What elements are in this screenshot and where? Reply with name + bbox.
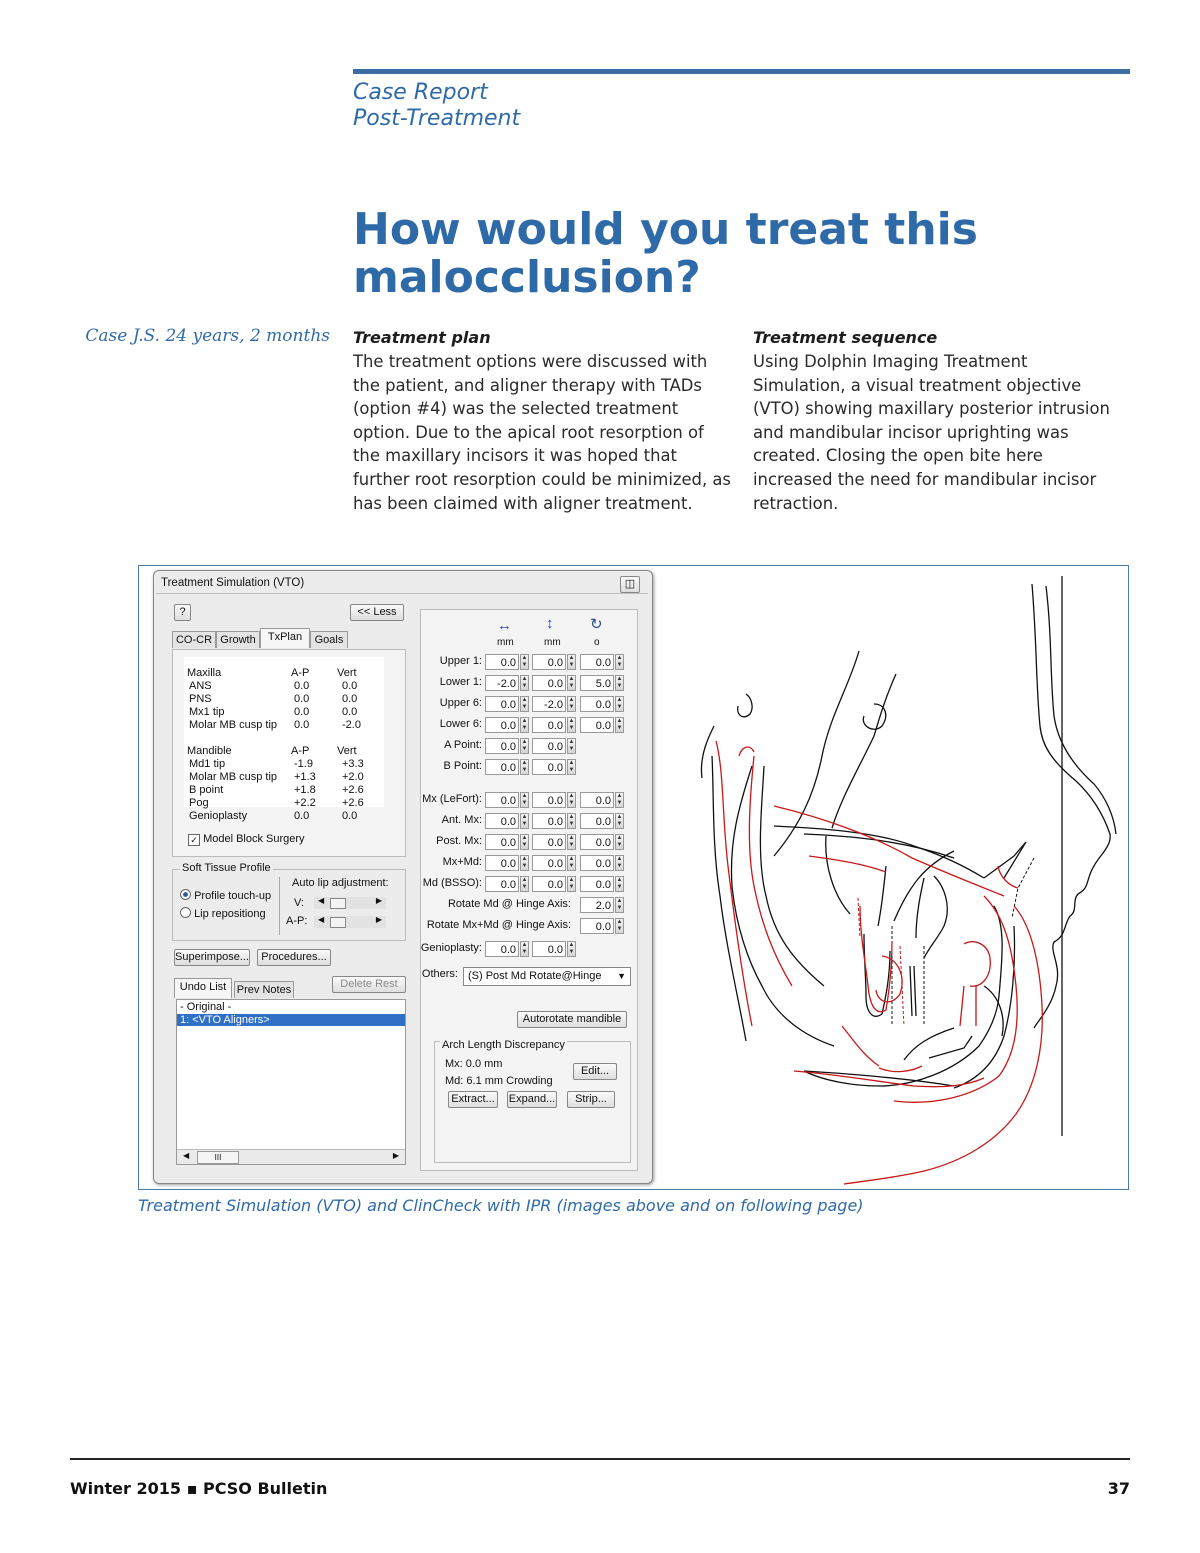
model-block-label: Model Block Surgery [203,833,305,845]
stepper-arrows[interactable]: ▲ ▼ [568,877,575,890]
stepper-arrows[interactable]: ▲ ▼ [521,739,528,752]
value-field[interactable]: -2.0 [532,696,566,712]
unit-rotation: o [594,637,600,648]
window-icon: ◫ [624,578,636,590]
v-slider[interactable] [314,897,386,909]
value-field[interactable]: 0.0 [532,675,566,691]
stepper-arrows[interactable]: ▲ ▼ [616,655,623,668]
mandible-vert-header: Vert [337,745,357,757]
stepper-arrows[interactable]: ▲ ▼ [616,877,623,890]
genioplasty-vert-field[interactable]: 0.0 [532,941,566,957]
others-value: (S) Post Md Rotate@Hinge [468,970,602,982]
table-row-ap: +1.8 [294,784,316,796]
edit-button[interactable]: Edit... [573,1063,617,1080]
grid-row-label: Upper 6: [439,697,482,709]
arch-md-value: Md: 6.1 mm Crowding [445,1075,553,1087]
grid-row-label: Post. Mx: [436,835,482,847]
stepper-arrows[interactable]: ▲ ▼ [568,760,575,773]
value-field[interactable]: 0.0 [580,696,614,712]
table-row-label: Molar MB cusp tip [189,719,278,731]
table-row-label: B point [189,784,224,796]
stepper-arrows[interactable]: ▲ ▼ [521,856,528,869]
v-slider-thumb[interactable] [330,898,346,909]
table-row-label: Pog [189,797,209,809]
tab-undo-list[interactable]: Undo List [174,978,232,998]
grid-row-label: Upper 1: [439,655,482,667]
grid-row-label: Lower 6: [439,718,482,730]
cephalometric-tracing [654,566,1129,1190]
undo-list [176,999,406,1165]
vertical-arrow-icon: ↕ [546,615,554,632]
undo-item-vto-aligners[interactable]: 1: <VTO Aligners> [177,1014,405,1026]
grid-row-label: Mx (LeFort): [422,793,482,805]
table-row-vert: +2.6 [342,797,364,809]
arch-mx-value: Mx: 0.0 mm [445,1058,503,1070]
value-field[interactable]: 0.0 [485,813,519,829]
grid-row-label: Lower 1: [439,676,482,688]
genioplasty-label: Genioplasty: [420,942,482,954]
v-label: V: [294,897,304,909]
value-field[interactable]: 0.0 [580,813,614,829]
value-field[interactable]: 0.0 [485,792,519,808]
lip-reposition-radio[interactable] [180,907,266,920]
tab-prev-notes[interactable]: Prev Notes [234,981,294,998]
maxilla-vert-header: Vert [337,667,357,679]
stepper-arrows[interactable]: ▲ ▼ [521,697,528,710]
stepper-arrows[interactable]: ▲ ▼ [521,655,528,668]
table-row-label: PNS [189,693,212,705]
treatment-plan-column [353,326,731,515]
lip-reposition-label: Lip repositiong [194,908,266,920]
section-line-1: Case Report [353,80,488,105]
stepper-arrows[interactable]: ▲ ▼ [616,835,623,848]
radio-empty-icon [180,907,191,918]
treatment-sequence-body: Using Dolphin Imaging Treatment Simulation, a visual treatment objective (VTO) showing maxillary posterior intrusion and mandibular incisor uprighting was created. Closing the open bite here increased the need for mandibular incisor retraction. [753,352,1110,513]
value-field[interactable]: 0.0 [485,876,519,892]
rotate-mxmd-stepper[interactable]: ▲ ▼ [616,919,623,932]
table-row-ap: 0.0 [294,706,310,718]
stepper-arrows[interactable]: ▲ ▼ [568,718,575,731]
stepper-arrows[interactable]: ▲ ▼ [521,814,528,827]
expand-button[interactable]: Expand... [507,1091,557,1108]
table-row-vert: -2.0 [342,719,361,731]
stepper-arrows[interactable]: ▲ ▼ [616,676,623,689]
grid-row-label: B Point: [443,760,482,772]
horizontal-arrow-icon: ↔ [497,617,512,634]
value-field[interactable]: 0.0 [532,759,566,775]
profile-touchup-label: Profile touch-up [194,890,272,902]
vto-dialog [153,570,653,1184]
table-row-label: Md1 tip [189,758,226,770]
tab-growth[interactable]: Growth [216,631,260,648]
value-field[interactable]: 0.0 [532,717,566,733]
value-field[interactable]: 0.0 [580,834,614,850]
chevron-down-icon: ▼ [617,971,626,981]
horizontal-scrollbar[interactable] [177,1149,405,1164]
genioplasty-vert-stepper[interactable]: ▲ ▼ [568,942,575,955]
ap-label: A-P: [286,915,308,927]
stepper-arrows[interactable]: ▲ ▼ [521,760,528,773]
value-field[interactable]: 0.0 [532,855,566,871]
figure-caption: Treatment Simulation (VTO) and ClinCheck with IPR (images above and on following page) [138,1196,864,1215]
value-field[interactable]: 0.0 [580,855,614,871]
table-row-label: Molar MB cusp tip [189,771,278,783]
case-label: Case J.S. 24 years, 2 months [85,326,330,346]
grid-row-label: A Point: [444,739,482,751]
value-field[interactable]: 0.0 [485,759,519,775]
arrow-left-icon: ◀ [183,1151,190,1160]
table-row-vert: +3.3 [342,758,364,770]
stepper-arrows[interactable]: ▲ ▼ [568,856,575,869]
arrow-left-icon: ◀ [318,896,325,905]
table-row-ap: +1.3 [294,771,316,783]
treatment-plan-body: The treatment options were discussed with the patient, and aligner therapy with TADs (option #4) was the selected treatment option. Due to the apical root resorption of the maxillary incisors it was hoped that further root resorption could be minimized, as has been claimed with aligner treatment. [353,352,731,513]
section-line-2: Post-Treatment [353,106,521,131]
mandible-header: Mandible [187,745,232,757]
table-row-label: Genioplasty [189,810,248,822]
mandible-ap-header: A-P [291,745,310,757]
stepper-arrows[interactable]: ▲ ▼ [521,793,528,806]
others-label: Others: [421,968,458,980]
value-field[interactable]: 0.0 [485,717,519,733]
maxilla-ap-header: A-P [291,667,310,679]
value-field[interactable]: 0.0 [485,738,519,754]
stepper-arrows[interactable]: ▲ ▼ [521,718,528,731]
stepper-arrows[interactable]: ▲ ▼ [616,814,623,827]
treatment-sequence-column [753,326,1125,515]
value-field[interactable]: 0.0 [532,876,566,892]
procedures-button[interactable]: Procedures... [257,949,331,966]
value-field[interactable]: 0.0 [532,654,566,670]
table-row-label: ANS [189,680,212,692]
title-divider [156,593,648,594]
stepper-arrows[interactable]: ▲ ▼ [616,697,623,710]
tab-co-cr[interactable]: CO-CR [172,631,216,648]
grid-row-label: Mx+Md: [442,856,482,868]
page-number: 37 [1107,1479,1130,1498]
treatment-sequence-heading: Treatment sequence [753,328,938,347]
table-row-ap: +2.2 [294,797,316,809]
value-field[interactable]: 0.0 [580,792,614,808]
delete-rest-button[interactable]: Delete Rest [332,976,406,993]
ap-slider-thumb[interactable] [330,917,346,928]
treatment-plan-heading: Treatment plan [353,328,491,347]
stepper-arrows[interactable]: ▲ ▼ [568,739,575,752]
soft-tissue-divider [279,877,280,935]
rotate-icon: ↻ [590,616,603,633]
stepper-arrows[interactable]: ▲ ▼ [616,718,623,731]
stepper-arrows[interactable]: ▲ ▼ [568,655,575,668]
unit-vert: mm [544,637,561,648]
stepper-arrows[interactable]: ▲ ▼ [568,676,575,689]
table-row-vert: 0.0 [342,706,358,718]
value-field[interactable]: 0.0 [532,738,566,754]
grid-row-label: Ant. Mx: [441,814,482,826]
value-field[interactable]: 5.0 [580,675,614,691]
less-button[interactable]: << Less [350,604,404,621]
checkbox-checked-icon: ✓ [188,834,200,846]
ap-slider[interactable] [314,916,386,928]
table-row-ap: 0.0 [294,680,310,692]
table-row-vert: 0.0 [342,810,358,822]
rotate-md-label: Rotate Md @ Hinge Axis: [447,898,571,910]
page-headline: How would you treat this malocclusion? [353,204,978,303]
genioplasty-ap-stepper[interactable]: ▲ ▼ [521,942,528,955]
extract-button[interactable]: Extract... [448,1091,498,1108]
value-field[interactable]: 0.0 [485,696,519,712]
value-field[interactable]: 0.0 [580,717,614,733]
value-field[interactable]: 0.0 [532,792,566,808]
rotate-mxmd-field[interactable]: 0.0 [580,918,614,934]
arrow-right-icon: ▶ [392,1151,399,1160]
superimpose-button[interactable]: Superimpose... [174,949,250,966]
table-row-ap: 0.0 [294,719,310,731]
value-field[interactable]: 0.0 [485,855,519,871]
table-row-label: Mx1 tip [189,706,225,718]
stepper-arrows[interactable]: ▲ ▼ [568,814,575,827]
stepper-arrows[interactable]: ▲ ▼ [568,697,575,710]
tab-goals[interactable]: Goals [310,631,348,648]
table-row-ap: 0.0 [294,693,310,705]
dialog-title: Treatment Simulation (VTO) [161,577,305,589]
dialog-menu-button[interactable] [620,576,640,593]
arrow-left-icon: ◀ [318,915,325,924]
tab-txplan[interactable]: TxPlan [260,628,310,648]
grid-row-label: Md (BSSO): [422,877,482,889]
stepper-arrows[interactable]: ▲ ▼ [616,856,623,869]
genioplasty-ap-field[interactable]: 0.0 [485,941,519,957]
table-row-vert: +2.0 [342,771,364,783]
arrow-right-icon: ▶ [375,915,382,924]
radio-selected-icon [180,889,191,900]
strip-button[interactable]: Strip... [567,1091,615,1108]
undo-item-original[interactable]: - Original - [180,1001,232,1013]
vto-figure [138,565,1129,1190]
rotate-md-field[interactable]: 2.0 [580,897,614,913]
value-field[interactable]: 0.0 [485,834,519,850]
section-label [353,80,520,132]
header-rule [353,69,1130,74]
others-dropdown[interactable] [463,967,631,986]
table-row-vert: +2.6 [342,784,364,796]
unit-ap: mm [497,637,514,648]
profile-touchup-radio[interactable] [180,889,271,902]
table-row-ap: -1.9 [294,758,313,770]
maxilla-header: Maxilla [187,667,222,679]
autorotate-mandible-button[interactable]: Autorotate mandible [517,1011,627,1028]
arch-length-title: Arch Length Discrepancy [442,1039,565,1051]
rotate-md-stepper[interactable]: ▲ ▼ [616,898,623,911]
stepper-arrows[interactable]: ▲ ▼ [568,835,575,848]
stepper-arrows[interactable]: ▲ ▼ [616,793,623,806]
stepper-arrows[interactable]: ▲ ▼ [521,676,528,689]
stepper-arrows[interactable]: ▲ ▼ [521,835,528,848]
footer-publication: Winter 2015 ▪ PCSO Bulletin [70,1479,328,1498]
value-field[interactable]: 0.0 [532,813,566,829]
value-field[interactable]: 0.0 [580,876,614,892]
value-field[interactable]: 0.0 [532,834,566,850]
arrow-right-icon: ▶ [375,896,382,905]
value-field[interactable]: 0.0 [580,654,614,670]
auto-lip-label: Auto lip adjustment: [292,877,389,889]
table-row-ap: 0.0 [294,810,310,822]
soft-tissue-title: Soft Tissue Profile [182,862,271,874]
help-button[interactable]: ? [174,604,191,621]
stepper-arrows[interactable]: ▲ ▼ [568,793,575,806]
footer-rule [70,1458,1130,1460]
rotate-mxmd-label: Rotate Mx+Md @ Hinge Axis: [426,919,571,931]
value-field[interactable]: 0.0 [485,654,519,670]
scrollbar-thumb[interactable]: III [197,1151,239,1164]
table-row-vert: 0.0 [342,693,358,705]
table-row-vert: 0.0 [342,680,358,692]
value-field[interactable]: -2.0 [485,675,519,691]
stepper-arrows[interactable]: ▲ ▼ [521,877,528,890]
model-block-checkbox[interactable] [188,833,305,846]
tab-bar [172,631,404,649]
